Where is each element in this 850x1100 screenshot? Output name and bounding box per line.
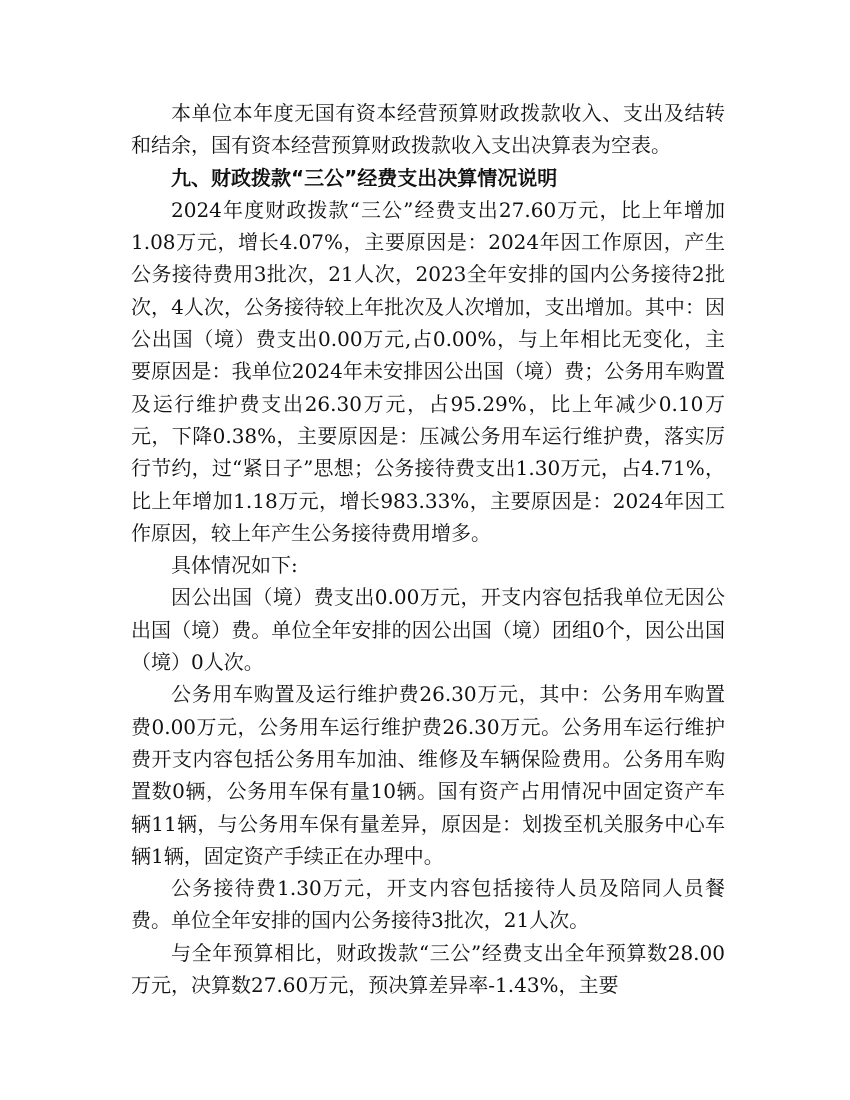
paragraph-overseas-travel: 因公出国（境）费支出0.00万元，开支内容包括我单位无因公出国（境）费。单位全年安排的因公出国（境）团组0个，因公出国（境）0人次。: [131, 585, 725, 675]
paragraph-state-capital-budget: 本单位本年度无国有资本经营预算财政拨款收入、支出及结转和结余，国有资本经营预算财政拨款收入支出决算表为空表。: [131, 101, 725, 158]
paragraph-three-public-summary: 2024年度财政拨款“三公”经费支出27.60万元，比上年增加1.08万元，增长4.07%，主要原因是：2024年因工作原因，产生公务接待费用3批次，21人次，2023全年安排的国内公务接待2批次，4人次，公务接待较上年批次及人次增加，支出增加。其中：因公出国（境）费支出0.00万元,占0.00%，与上年相比无变化，主要原因是：我单位2024年未安排因公出国（境）费；公务用车购置及运行维护费支出26.30万元，占95.29%，比上年减少0.10万元，下降0.38%，主要原因是：压减公务用车运行维护费，落实厉行节约，过“紧日子”思想；公务接待费支出1.30万元，占4.71%，比上年增加1.18万元，增长983.33%，主要原因是：2024年因工作原因，较上年产生公务接待费用增多。: [131, 197, 725, 545]
paragraph-budget-comparison: 与全年预算相比，财政拨款“三公”经费支出全年预算数28.00万元，决算数27.60万元，预决算差异率-1.43%，主要: [131, 940, 725, 998]
document-body: [131, 97, 725, 1001]
paragraph-official-reception: 公务接待费1.30万元，开支内容包括接待人员及陪同人员餐费。单位全年安排的国内公务接待3批次，21人次。: [131, 876, 725, 933]
paragraph-official-vehicles: 公务用车购置及运行维护费26.30万元，其中：公务用车购置费0.00万元，公务用车运行维护费26.30万元。公务用车运行维护费开支内容包括公务用车加油、维修及车辆保险费用。公务用车购置数0辆，公务用车保有量10辆。国有资产占用情况中固定资产车辆11辆，与公务用车保有量差异，原因是：划拨至机关服务中心车辆1辆，固定资产手续正在办理中。: [131, 682, 725, 868]
paragraph-details-intro: 具体情况如下:: [171, 553, 298, 578]
section-heading-three-public-expenses: 九、财政拨款“三公”经费支出决算情况说明: [171, 165, 558, 190]
